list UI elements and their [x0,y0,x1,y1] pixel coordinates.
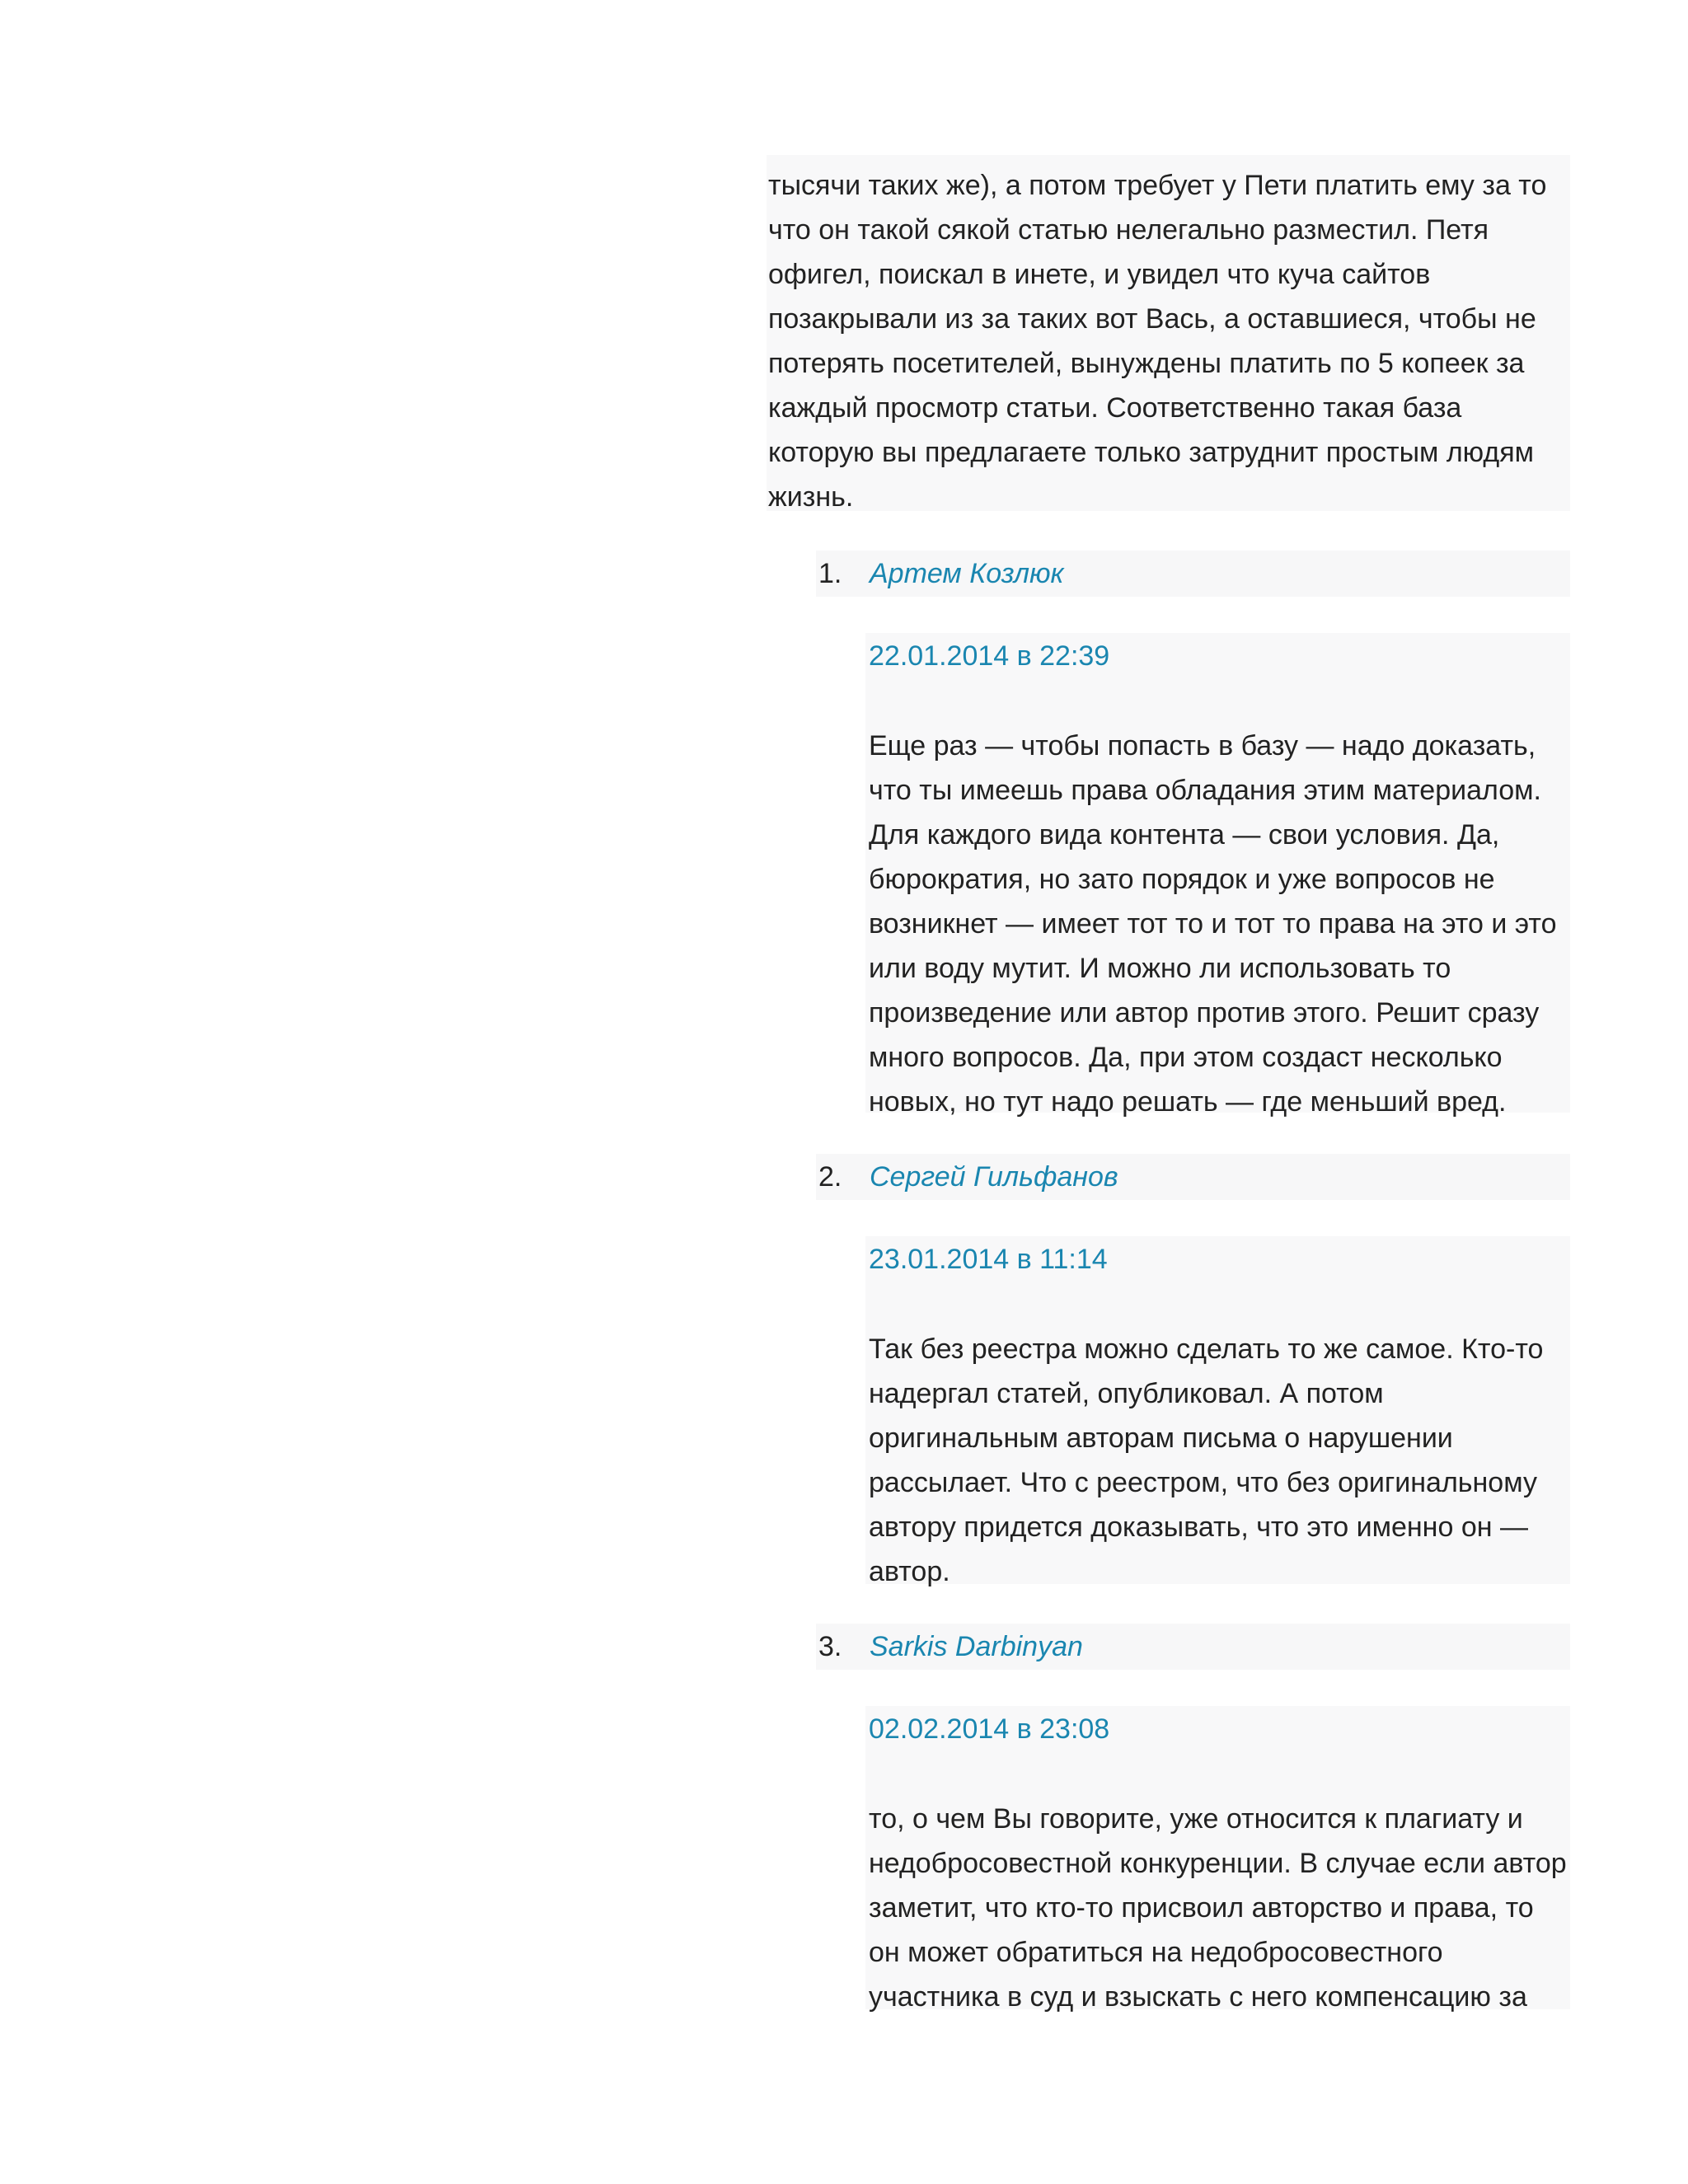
comment-author-link[interactable]: Артем Козлюк [870,558,1064,589]
comment-text: Еще раз — чтобы попасть в базу — надо доказать, что ты имеешь права обладания этим материалом. Для каждого вида контента — свои условия. Да, бюрократия, но зато порядок и уже вопросов не возникнет — имеет тот то и тот то права на это и это или воду мутит. И можно ли использовать то произведение или автор против этого. Решит сразу много вопросов. Да, при этом создаст несколько новых, но тут надо решать — где меньший вред. [869,730,1557,1118]
comment-body [865,1236,1570,1587]
comment-header [816,551,1570,597]
comment-body [865,633,1570,1118]
comment-text: Так без реестра можно сделать то же самое. Кто-то надергал статей, опубликовал. А потом оригинальным авторам письма о нарушении рассылает. Что с реестром, что без оригинальному автору придется доказывать, что это именно он — автор. [869,1333,1544,1587]
comment-text: то, о чем Вы говорите, уже относится к плагиату и недобросовестной конкуренции. В случае если автор заметит, что кто-то присвоил авторство и права, то он может обратиться на недобросовестного участника в суд и взыскать с него компенсацию за [869,1803,1567,2013]
comment-number: 3. [818,1631,842,1662]
comment-body [865,1706,1570,2013]
comment-header [816,1154,1570,1200]
comment-author-link[interactable]: Sarkis Darbinyan [870,1631,1083,1662]
comment-text-continued: тысячи таких же), а потом требует у Пети платить ему за то что он такой сякой статью нелегально разместил. Петя офигел, поискал в инете, и увидел что куча сайтов позакрывали из за таких вот Вась, а оставшиеся, чтобы не потерять посетителей, вынуждены платить по 5 копеек за каждый просмотр статьи. Соответственно такая база которую вы предлагаете только затруднит простым людям жизнь. [767,155,1570,511]
comment-date-link[interactable]: 23.01.2014 в 11:14 [869,1244,1108,1275]
comment-number: 2. [818,1161,842,1193]
comment-author-link[interactable]: Сергей Гильфанов [870,1161,1118,1193]
comment-date-link[interactable]: 22.01.2014 в 22:39 [869,640,1110,672]
comment-number: 1. [818,558,842,589]
comment-date-link[interactable]: 02.02.2014 в 23:08 [869,1713,1110,1745]
comment-header [816,1624,1570,1670]
